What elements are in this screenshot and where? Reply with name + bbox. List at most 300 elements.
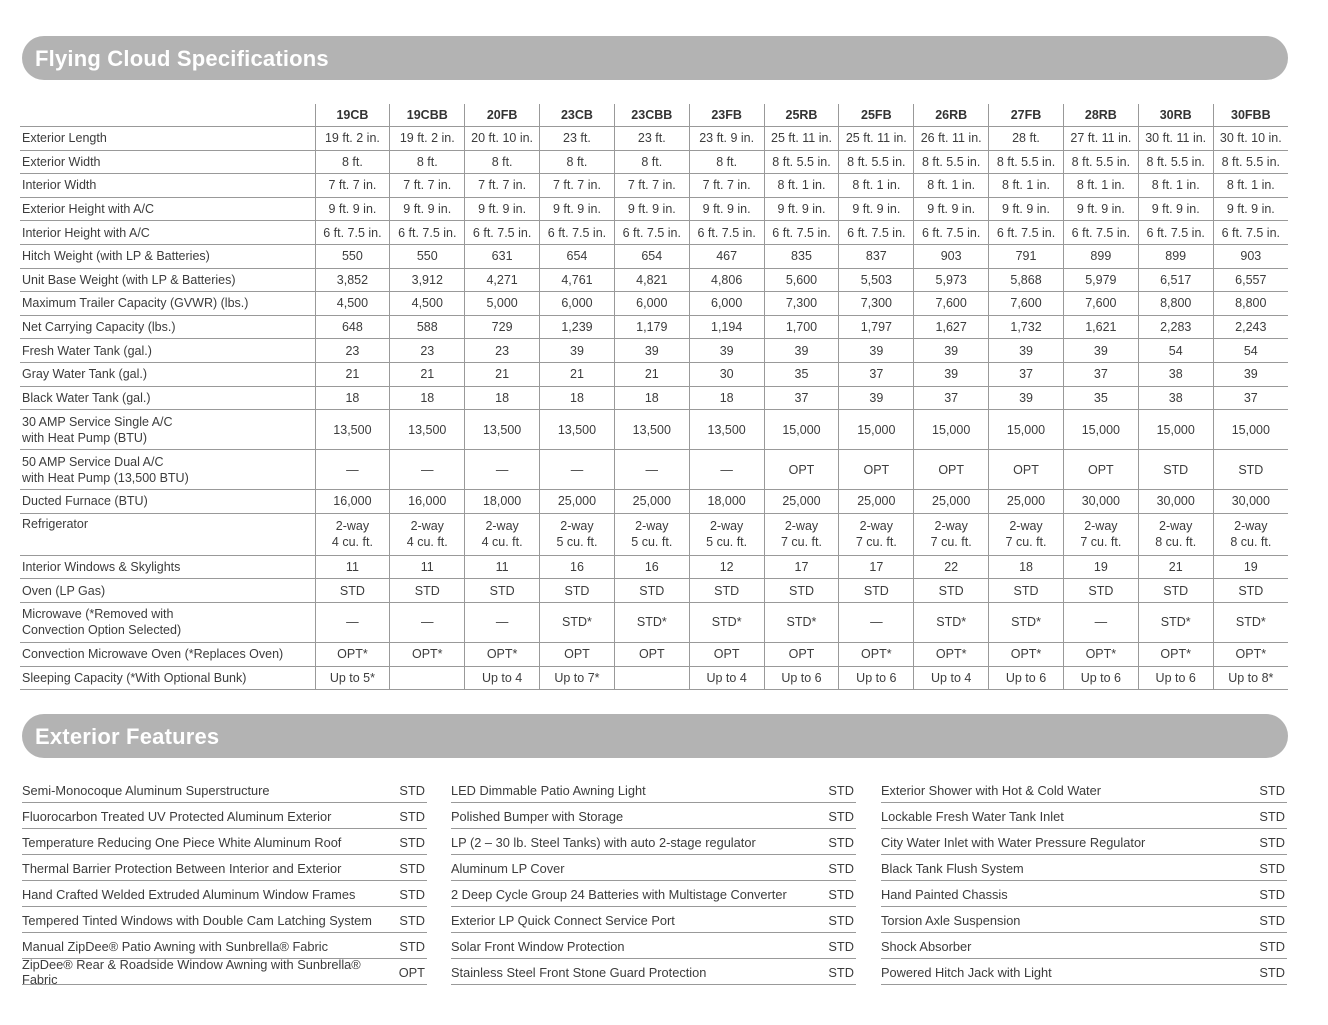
feature-label: Exterior Shower with Hot & Cold Water <box>881 782 1101 798</box>
spec-value: 35 <box>1063 386 1138 410</box>
spec-value: 27 ft. 11 in. <box>1063 127 1138 151</box>
feature-label: Fluorocarbon Treated UV Protected Aluminum Exterior <box>22 808 332 824</box>
spec-value: 8 ft. <box>315 150 390 174</box>
spec-value: 2-way 8 cu. ft. <box>1138 513 1213 555</box>
spec-value: 13,500 <box>315 410 390 450</box>
spec-value: 2-way 4 cu. ft. <box>315 513 390 555</box>
spec-value: Up to 6 <box>1063 666 1138 690</box>
spec-label: Black Water Tank (gal.) <box>20 386 315 410</box>
spec-value: 19 ft. 2 in. <box>315 127 390 151</box>
spec-value: 4,806 <box>689 268 764 292</box>
spec-value: 2-way 5 cu. ft. <box>689 513 764 555</box>
feature-label: Exterior LP Quick Connect Service Port <box>451 912 675 928</box>
feature-row <box>881 856 1287 881</box>
spec-value: 7 ft. 7 in. <box>614 174 689 198</box>
model-header: 19CB <box>315 104 390 127</box>
spec-value: OPT* <box>1138 642 1213 666</box>
spec-row <box>20 579 1288 603</box>
spec-value: — <box>465 450 540 490</box>
feature-row <box>22 934 427 959</box>
spec-value: 18 <box>689 386 764 410</box>
spec-value: 9 ft. 9 in. <box>1213 197 1288 221</box>
spec-row <box>20 174 1288 198</box>
spec-value: 13,500 <box>465 410 540 450</box>
feature-label: Aluminum LP Cover <box>451 860 565 876</box>
spec-value: STD* <box>989 602 1064 642</box>
spec-label: Exterior Height with A/C <box>20 197 315 221</box>
spec-value: 7,600 <box>914 292 989 316</box>
spec-value: Up to 6 <box>989 666 1064 690</box>
spec-value: 1,732 <box>989 315 1064 339</box>
spec-value: 6 ft. 7.5 in. <box>914 221 989 245</box>
spec-value: 22 <box>914 555 989 579</box>
feature-row <box>22 882 427 907</box>
spec-value: 6,000 <box>614 292 689 316</box>
spec-value: 37 <box>839 362 914 386</box>
spec-value: 903 <box>914 244 989 268</box>
spec-label: Exterior Width <box>20 150 315 174</box>
spec-value: Up to 4 <box>914 666 989 690</box>
model-header: 28RB <box>1063 104 1138 127</box>
spec-row <box>20 555 1288 579</box>
feature-row <box>881 830 1287 855</box>
spec-value: 654 <box>614 244 689 268</box>
feature-label: ZipDee® Rear & Roadside Window Awning with Sunbrella® Fabric <box>22 957 361 987</box>
specifications-title: Flying Cloud Specifications <box>35 46 329 71</box>
spec-value: STD <box>1138 579 1213 603</box>
feature-label: City Water Inlet with Water Pressure Regulator <box>881 834 1146 850</box>
spec-value: 25,000 <box>914 490 989 514</box>
spec-value: OPT <box>1063 450 1138 490</box>
features-column-3 <box>881 777 1287 985</box>
spec-value: 39 <box>989 339 1064 363</box>
spec-value: 7,600 <box>1063 292 1138 316</box>
spec-value: 2-way 7 cu. ft. <box>839 513 914 555</box>
spec-row <box>20 362 1288 386</box>
spec-value: 1,621 <box>1063 315 1138 339</box>
feature-availability: STD <box>828 782 854 798</box>
spec-value: OPT <box>614 642 689 666</box>
spec-value: 19 <box>1213 555 1288 579</box>
spec-value: 7,600 <box>989 292 1064 316</box>
feature-row <box>881 960 1287 985</box>
spec-value: 18 <box>614 386 689 410</box>
feature-availability: STD <box>399 886 425 902</box>
spec-value: 5,979 <box>1063 268 1138 292</box>
spec-value: 6 ft. 7.5 in. <box>540 221 615 245</box>
spec-value: STD <box>1063 579 1138 603</box>
spec-value: 5,503 <box>839 268 914 292</box>
spec-row <box>20 490 1288 514</box>
model-header: 19CBB <box>390 104 465 127</box>
spec-value: 467 <box>689 244 764 268</box>
exterior-features-banner <box>22 714 1288 758</box>
spec-value: Up to 7* <box>540 666 615 690</box>
feature-availability: STD <box>399 938 425 954</box>
feature-availability: STD <box>1259 808 1285 824</box>
spec-value: 5,868 <box>989 268 1064 292</box>
feature-availability: OPT <box>398 964 425 980</box>
spec-value: 791 <box>989 244 1064 268</box>
spec-value: 9 ft. 9 in. <box>390 197 465 221</box>
spec-value: 6 ft. 7.5 in. <box>1213 221 1288 245</box>
spec-value: 8 ft. 1 in. <box>1138 174 1213 198</box>
feature-label: Black Tank Flush System <box>881 860 1024 876</box>
feature-availability: STD <box>1259 860 1285 876</box>
feature-availability: STD <box>399 808 425 824</box>
spec-row <box>20 666 1288 690</box>
spec-value: 15,000 <box>764 410 839 450</box>
feature-label: Hand Crafted Welded Extruded Aluminum Window Frames <box>22 886 356 902</box>
spec-value: 4,821 <box>614 268 689 292</box>
spec-value: 39 <box>689 339 764 363</box>
spec-value: 39 <box>1063 339 1138 363</box>
spec-value: 7 ft. 7 in. <box>390 174 465 198</box>
feature-availability: STD <box>828 808 854 824</box>
spec-value <box>390 666 465 690</box>
model-header: 23CBB <box>614 104 689 127</box>
spec-value: 2-way 7 cu. ft. <box>764 513 839 555</box>
spec-value: 54 <box>1138 339 1213 363</box>
model-header: 20FB <box>465 104 540 127</box>
spec-value: 13,500 <box>689 410 764 450</box>
spec-value: 550 <box>390 244 465 268</box>
spec-value: 21 <box>540 362 615 386</box>
spec-label: Interior Width <box>20 174 315 198</box>
spec-value <box>614 666 689 690</box>
spec-value: 550 <box>315 244 390 268</box>
spec-value: 9 ft. 9 in. <box>540 197 615 221</box>
spec-value: 37 <box>914 386 989 410</box>
spec-value: 26 ft. 11 in. <box>914 127 989 151</box>
feature-availability: STD <box>399 782 425 798</box>
spec-value: 8 ft. 1 in. <box>764 174 839 198</box>
feature-availability: STD <box>1259 886 1285 902</box>
spec-value: 9 ft. 9 in. <box>614 197 689 221</box>
feature-label: Solar Front Window Protection <box>451 938 625 954</box>
model-header: 23CB <box>540 104 615 127</box>
spec-value: 21 <box>390 362 465 386</box>
spec-value: Up to 4 <box>465 666 540 690</box>
spec-value: 2-way 4 cu. ft. <box>390 513 465 555</box>
model-header: 23FB <box>689 104 764 127</box>
feature-availability: STD <box>828 834 854 850</box>
feature-label: Polished Bumper with Storage <box>451 808 624 824</box>
spec-value: 11 <box>315 555 390 579</box>
spec-value: 23 <box>315 339 390 363</box>
spec-value: 21 <box>315 362 390 386</box>
spec-value: 13,500 <box>540 410 615 450</box>
spec-value: OPT <box>764 642 839 666</box>
spec-value: 15,000 <box>989 410 1064 450</box>
spec-value: 18,000 <box>465 490 540 514</box>
spec-value: 631 <box>465 244 540 268</box>
spec-value: 6 ft. 7.5 in. <box>1063 221 1138 245</box>
spec-value: STD <box>764 579 839 603</box>
spec-value: 7 ft. 7 in. <box>315 174 390 198</box>
spec-value: 5,000 <box>465 292 540 316</box>
spec-value: 37 <box>1063 362 1138 386</box>
spec-value: 7 ft. 7 in. <box>465 174 540 198</box>
spec-value: Up to 5* <box>315 666 390 690</box>
feature-label: Manual ZipDee® Patio Awning with Sunbrella® Fabric <box>22 938 328 954</box>
spec-row <box>20 127 1288 151</box>
spec-value: 1,627 <box>914 315 989 339</box>
spec-row <box>20 197 1288 221</box>
spec-value: STD <box>1213 450 1288 490</box>
spec-value: 6 ft. 7.5 in. <box>465 221 540 245</box>
spec-value: 25,000 <box>540 490 615 514</box>
spec-value: STD* <box>689 602 764 642</box>
spec-value: 837 <box>839 244 914 268</box>
spec-value: — <box>540 450 615 490</box>
spec-value: 25,000 <box>614 490 689 514</box>
spec-label: Fresh Water Tank (gal.) <box>20 339 315 363</box>
spec-value: OPT <box>914 450 989 490</box>
spec-value: — <box>839 602 914 642</box>
spec-value: OPT <box>989 450 1064 490</box>
feature-row <box>22 804 427 829</box>
spec-label: Net Carrying Capacity (lbs.) <box>20 315 315 339</box>
spec-value: OPT* <box>914 642 989 666</box>
spec-value: 12 <box>689 555 764 579</box>
spec-value: 21 <box>1138 555 1213 579</box>
spec-value: 8 ft. 1 in. <box>989 174 1064 198</box>
spec-value: 2,283 <box>1138 315 1213 339</box>
spec-value: 16,000 <box>390 490 465 514</box>
spec-value: Up to 6 <box>1138 666 1213 690</box>
feature-label: Hand Painted Chassis <box>881 886 1008 902</box>
feature-row <box>881 882 1287 907</box>
spec-value: — <box>390 450 465 490</box>
spec-row <box>20 339 1288 363</box>
spec-value: 23 ft. 9 in. <box>689 127 764 151</box>
spec-value: 37 <box>989 362 1064 386</box>
spec-value: 6 ft. 7.5 in. <box>839 221 914 245</box>
spec-row <box>20 410 1288 450</box>
spec-value: 6 ft. 7.5 in. <box>1138 221 1213 245</box>
spec-value: 15,000 <box>1138 410 1213 450</box>
spec-value: 6,000 <box>689 292 764 316</box>
spec-value: 648 <box>315 315 390 339</box>
feature-availability: STD <box>828 938 854 954</box>
spec-value: 8 ft. 1 in. <box>1063 174 1138 198</box>
spec-value: OPT <box>764 450 839 490</box>
spec-value: STD <box>1138 450 1213 490</box>
spec-value: STD <box>390 579 465 603</box>
spec-value: 899 <box>1063 244 1138 268</box>
feature-availability: STD <box>828 860 854 876</box>
spec-value: 2,243 <box>1213 315 1288 339</box>
spec-row <box>20 450 1288 490</box>
spec-value: 8,800 <box>1213 292 1288 316</box>
feature-row <box>22 830 427 855</box>
spec-value: STD <box>989 579 1064 603</box>
spec-value: 15,000 <box>1213 410 1288 450</box>
spec-value: 19 ft. 2 in. <box>390 127 465 151</box>
spec-value: 37 <box>1213 386 1288 410</box>
model-header: 27FB <box>989 104 1064 127</box>
spec-value: STD <box>465 579 540 603</box>
model-header: 30FBB <box>1213 104 1288 127</box>
spec-label: Ducted Furnace (BTU) <box>20 490 315 514</box>
spec-value: 8 ft. 5.5 in. <box>839 150 914 174</box>
spec-value: 3,852 <box>315 268 390 292</box>
spec-value: STD* <box>540 602 615 642</box>
spec-value: — <box>315 602 390 642</box>
spec-value: STD <box>914 579 989 603</box>
spec-value: 17 <box>764 555 839 579</box>
feature-row <box>451 856 856 881</box>
spec-value: 7 ft. 7 in. <box>689 174 764 198</box>
feature-row <box>881 908 1287 933</box>
spec-value: 6 ft. 7.5 in. <box>764 221 839 245</box>
feature-label: Powered Hitch Jack with Light <box>881 964 1052 980</box>
spec-row <box>20 602 1288 642</box>
specifications-table <box>20 104 1288 690</box>
spec-value: 16,000 <box>315 490 390 514</box>
spec-value: — <box>390 602 465 642</box>
feature-availability: STD <box>1259 782 1285 798</box>
spec-value: 9 ft. 9 in. <box>839 197 914 221</box>
spec-value: 39 <box>989 386 1064 410</box>
spec-value: 18 <box>540 386 615 410</box>
feature-row <box>451 934 856 959</box>
spec-value: 8 ft. <box>465 150 540 174</box>
spec-row <box>20 315 1288 339</box>
feature-label: Semi-Monocoque Aluminum Superstructure <box>22 782 270 798</box>
feature-row <box>881 778 1287 803</box>
feature-availability: STD <box>828 912 854 928</box>
spec-value: 11 <box>465 555 540 579</box>
spec-row <box>20 150 1288 174</box>
spec-value: 30 ft. 10 in. <box>1213 127 1288 151</box>
spec-label: Unit Base Weight (with LP & Batteries) <box>20 268 315 292</box>
spec-row <box>20 221 1288 245</box>
spec-value: 4,761 <box>540 268 615 292</box>
feature-row <box>451 830 856 855</box>
spec-value: 588 <box>390 315 465 339</box>
spec-value: 9 ft. 9 in. <box>689 197 764 221</box>
feature-row <box>451 960 856 985</box>
spec-value: 11 <box>390 555 465 579</box>
spec-label: Sleeping Capacity (*With Optional Bunk) <box>20 666 315 690</box>
spec-value: Up to 6 <box>839 666 914 690</box>
feature-availability: STD <box>399 834 425 850</box>
spec-value: STD* <box>1138 602 1213 642</box>
spec-value: 18 <box>315 386 390 410</box>
spec-value: 899 <box>1138 244 1213 268</box>
feature-label: Tempered Tinted Windows with Double Cam Latching System <box>22 912 372 928</box>
spec-value: 8 ft. 5.5 in. <box>1138 150 1213 174</box>
feature-row <box>22 856 427 881</box>
spec-value: 1,700 <box>764 315 839 339</box>
spec-value: 18 <box>989 555 1064 579</box>
spec-value: — <box>614 450 689 490</box>
spec-label: 30 AMP Service Single A/C with Heat Pump (BTU) <box>20 410 315 450</box>
spec-label: Gray Water Tank (gal.) <box>20 362 315 386</box>
spec-label: Interior Height with A/C <box>20 221 315 245</box>
spec-value: 3,912 <box>390 268 465 292</box>
spec-value: 6 ft. 7.5 in. <box>614 221 689 245</box>
spec-value: 8 ft. <box>689 150 764 174</box>
feature-label: LED Dimmable Patio Awning Light <box>451 782 646 798</box>
spec-value: STD <box>689 579 764 603</box>
spec-value: 2-way 7 cu. ft. <box>914 513 989 555</box>
spec-value: 4,500 <box>315 292 390 316</box>
spec-value: 15,000 <box>839 410 914 450</box>
spec-value: 13,500 <box>614 410 689 450</box>
spec-value: 30,000 <box>1138 490 1213 514</box>
spec-value: 35 <box>764 362 839 386</box>
feature-row <box>22 908 427 933</box>
spec-value: 25,000 <box>989 490 1064 514</box>
feature-availability: STD <box>828 964 854 980</box>
spec-value: 9 ft. 9 in. <box>914 197 989 221</box>
exterior-features-title: Exterior Features <box>35 724 220 749</box>
spec-label: 50 AMP Service Dual A/C with Heat Pump (13,500 BTU) <box>20 450 315 490</box>
spec-value: OPT* <box>1213 642 1288 666</box>
specifications-banner <box>22 36 1288 80</box>
spec-value: 6,000 <box>540 292 615 316</box>
spec-value: 38 <box>1138 386 1213 410</box>
spec-value: 9 ft. 9 in. <box>1063 197 1138 221</box>
spec-row <box>20 268 1288 292</box>
spec-value: — <box>465 602 540 642</box>
spec-value: 39 <box>839 386 914 410</box>
spec-value: 9 ft. 9 in. <box>989 197 1064 221</box>
header-corner <box>20 104 315 127</box>
spec-row <box>20 244 1288 268</box>
spec-value: 39 <box>839 339 914 363</box>
spec-value: 1,194 <box>689 315 764 339</box>
features-column-2 <box>451 777 856 985</box>
spec-value: 1,179 <box>614 315 689 339</box>
spec-value: 6 ft. 7.5 in. <box>989 221 1064 245</box>
spec-value: 18 <box>390 386 465 410</box>
spec-value: 16 <box>540 555 615 579</box>
spec-value: 2-way 7 cu. ft. <box>989 513 1064 555</box>
spec-value: 18,000 <box>689 490 764 514</box>
spec-value: 8 ft. <box>390 150 465 174</box>
spec-value: 1,797 <box>839 315 914 339</box>
spec-value: 15,000 <box>1063 410 1138 450</box>
spec-value: 2-way 8 cu. ft. <box>1213 513 1288 555</box>
spec-row <box>20 386 1288 410</box>
spec-value: — <box>315 450 390 490</box>
feature-availability: STD <box>1259 834 1285 850</box>
spec-value: 8 ft. 5.5 in. <box>764 150 839 174</box>
feature-label: Lockable Fresh Water Tank Inlet <box>881 808 1064 824</box>
feature-availability: STD <box>1259 938 1285 954</box>
feature-availability: STD <box>1259 964 1285 980</box>
features-column-1 <box>22 777 427 985</box>
model-header: 25FB <box>839 104 914 127</box>
spec-value: 28 ft. <box>989 127 1064 151</box>
spec-value: 6,557 <box>1213 268 1288 292</box>
spec-value: OPT* <box>839 642 914 666</box>
spec-value: 5,973 <box>914 268 989 292</box>
spec-value: 903 <box>1213 244 1288 268</box>
spec-label: Oven (LP Gas) <box>20 579 315 603</box>
spec-value: 729 <box>465 315 540 339</box>
spec-value: 9 ft. 9 in. <box>315 197 390 221</box>
spec-value: 9 ft. 9 in. <box>764 197 839 221</box>
spec-value: 9 ft. 9 in. <box>1138 197 1213 221</box>
feature-row <box>451 778 856 803</box>
spec-value: 39 <box>1213 362 1288 386</box>
spec-value: OPT* <box>1063 642 1138 666</box>
